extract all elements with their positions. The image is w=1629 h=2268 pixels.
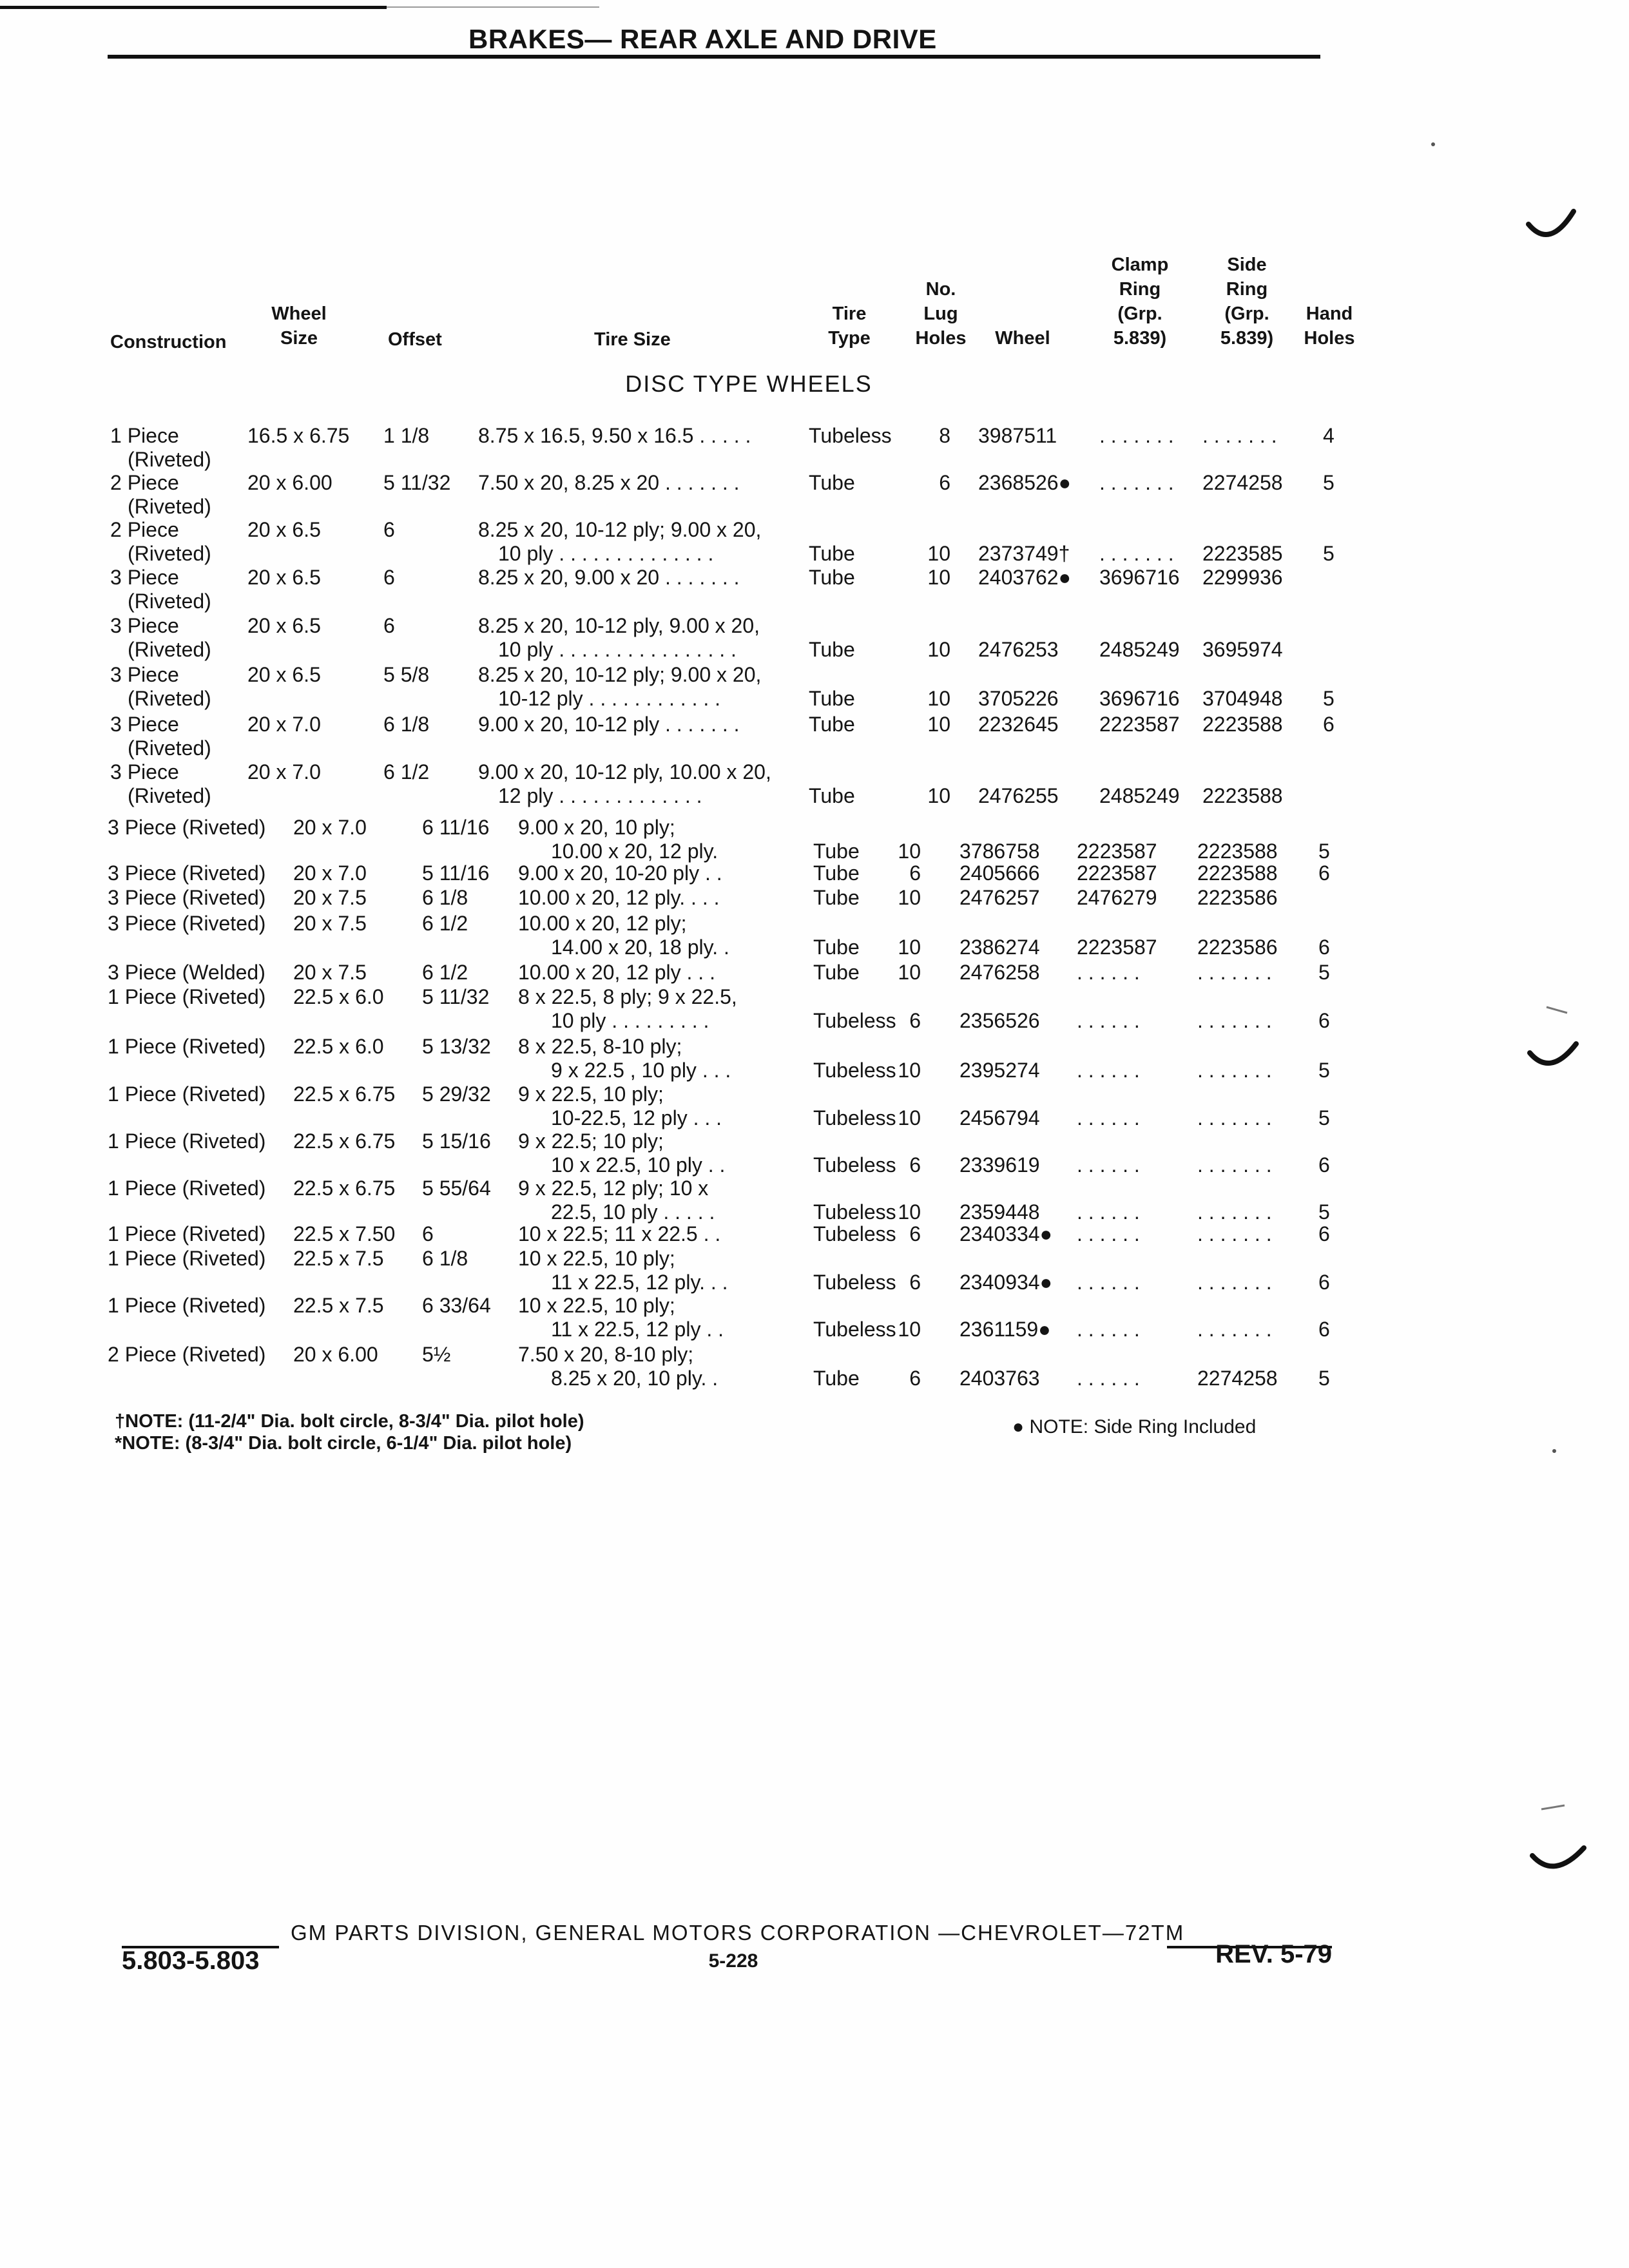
hand-holes: 5 bbox=[1323, 687, 1335, 710]
wheel-part-number: 2373749† bbox=[978, 542, 1070, 565]
tire-size: 9.00 x 20, 10 ply; bbox=[518, 816, 675, 839]
construction-label: (Riveted) bbox=[128, 590, 211, 613]
column-header-line: Type bbox=[828, 328, 871, 349]
wheel-part-number: 2340934● bbox=[959, 1271, 1052, 1294]
offset: 1 1/8 bbox=[383, 424, 430, 447]
wheel-size: 20 x 7.5 bbox=[293, 961, 367, 984]
tire-type: Tubeless bbox=[813, 1106, 896, 1129]
wheel-size: 16.5 x 6.75 bbox=[247, 424, 350, 447]
clamp-ring-part-number: . . . . . . bbox=[1077, 1106, 1140, 1129]
tire-type: Tube bbox=[809, 542, 855, 565]
clamp-ring-part-number: 2223587 bbox=[1077, 840, 1157, 863]
tire-size: 11 x 22.5, 12 ply . . bbox=[551, 1318, 724, 1341]
scan-speck bbox=[1547, 1007, 1567, 1013]
wheel-part-number: 2386274 bbox=[959, 936, 1040, 959]
hand-holes: 6 bbox=[1318, 1318, 1330, 1341]
tire-size: 9 x 22.5 , 10 ply . . . bbox=[551, 1059, 731, 1082]
tire-type: Tube bbox=[809, 471, 855, 494]
lug-holes: 10 bbox=[898, 1318, 921, 1341]
punch-hole-shadow bbox=[1528, 211, 1574, 235]
clamp-ring-part-number: . . . . . . bbox=[1077, 1200, 1140, 1224]
wheel-size: 22.5 x 7.5 bbox=[293, 1294, 384, 1317]
wheel-size: 20 x 7.0 bbox=[293, 816, 367, 839]
side-ring-part-number: . . . . . . . bbox=[1197, 1318, 1272, 1341]
construction-label: 1 Piece (Riveted) bbox=[108, 1247, 266, 1270]
footer-publisher: GM PARTS DIVISION, GENERAL MOTORS CORPORATION —CHEVROLET—72TM bbox=[291, 1921, 1185, 1945]
wheel-part-number: 2356526 bbox=[959, 1009, 1040, 1032]
offset: 5 13/32 bbox=[422, 1035, 491, 1058]
side-ring-part-number: . . . . . . . bbox=[1197, 1106, 1272, 1129]
tire-size: 7.50 x 20, 8.25 x 20 . . . . . . . bbox=[478, 471, 740, 494]
construction-label: (Riveted) bbox=[128, 687, 211, 710]
column-header-line: Construction bbox=[110, 332, 227, 352]
wheel-part-number: 2405666 bbox=[959, 861, 1040, 885]
wheel-part-number: 3786758 bbox=[959, 840, 1040, 863]
tire-size: 9.00 x 20, 10-12 ply . . . . . . . bbox=[478, 713, 740, 736]
tire-size: 10.00 x 20, 12 ply . . . bbox=[518, 961, 715, 984]
hand-holes: 6 bbox=[1318, 1009, 1330, 1032]
construction-label: 1 Piece bbox=[110, 424, 179, 447]
side-ring-part-number: . . . . . . . bbox=[1202, 424, 1277, 447]
wheel-size: 20 x 7.0 bbox=[247, 760, 321, 783]
construction-label: 1 Piece (Riveted) bbox=[108, 1294, 266, 1317]
tire-size: 10 ply . . . . . . . . . . . . . . . . bbox=[498, 638, 737, 661]
construction-label: (Riveted) bbox=[128, 495, 211, 518]
offset: 5 5/8 bbox=[383, 663, 430, 686]
construction-label: 3 Piece (Riveted) bbox=[108, 816, 266, 839]
construction-label: 1 Piece (Riveted) bbox=[108, 985, 266, 1008]
column-header-hand-holes bbox=[1287, 302, 1371, 351]
clamp-ring-part-number: . . . . . . . bbox=[1099, 542, 1174, 565]
wheel-size: 22.5 x 6.0 bbox=[293, 1035, 384, 1058]
column-header-line: Hand bbox=[1306, 303, 1353, 324]
footer-revision: REV. 5-79 bbox=[1215, 1940, 1332, 1968]
tire-size: 8.25 x 20, 10-12 ply; 9.00 x 20, bbox=[478, 663, 762, 686]
column-header-line: Side bbox=[1227, 255, 1267, 275]
construction-label: 2 Piece (Riveted) bbox=[108, 1343, 266, 1366]
column-header-line: Wheel bbox=[271, 303, 327, 324]
construction-label: 1 Piece (Riveted) bbox=[108, 1222, 266, 1245]
tire-type: Tubeless bbox=[813, 1153, 896, 1177]
hand-holes: 5 bbox=[1318, 1200, 1330, 1224]
wheel-part-number: 2361159● bbox=[959, 1318, 1051, 1341]
column-header-tire-type bbox=[798, 302, 901, 351]
clamp-ring-part-number: 3696716 bbox=[1099, 687, 1180, 710]
tire-type: Tube bbox=[809, 566, 855, 589]
wheel-part-number: 2476257 bbox=[959, 886, 1040, 909]
wheel-part-number: 2476258 bbox=[959, 961, 1040, 984]
offset: 5 15/16 bbox=[422, 1129, 491, 1153]
tire-size: 9.00 x 20, 10-20 ply . . bbox=[518, 861, 722, 885]
tire-type: Tube bbox=[809, 687, 855, 710]
wheel-part-number: 2359448 bbox=[959, 1200, 1040, 1224]
tire-size: 10-12 ply . . . . . . . . . . . . bbox=[498, 687, 721, 710]
tire-type: Tubeless bbox=[813, 1271, 896, 1294]
column-header-line: Holes bbox=[1304, 328, 1355, 349]
column-header-line: Tire Size bbox=[594, 329, 671, 350]
wheel-size: 20 x 6.00 bbox=[293, 1343, 378, 1366]
tire-type: Tube bbox=[809, 638, 855, 661]
wheel-size: 20 x 6.5 bbox=[247, 566, 321, 589]
offset: 6 1/8 bbox=[422, 1247, 468, 1270]
construction-label: 3 Piece (Riveted) bbox=[108, 912, 266, 935]
side-ring-part-number: 3704948 bbox=[1202, 687, 1283, 710]
construction-label: 3 Piece (Welded) bbox=[108, 961, 265, 984]
page-title: BRAKES— REAR AXLE AND DRIVE bbox=[468, 24, 937, 54]
hand-holes: 5 bbox=[1318, 1106, 1330, 1129]
tire-size: 8.25 x 20, 10-12 ply; 9.00 x 20, bbox=[478, 518, 762, 541]
hand-holes: 5 bbox=[1323, 542, 1335, 565]
construction-label: 1 Piece (Riveted) bbox=[108, 1177, 266, 1200]
offset: 6 1/2 bbox=[422, 912, 468, 935]
construction-label: 1 Piece (Riveted) bbox=[108, 1129, 266, 1153]
wheel-part-number: 2395274 bbox=[959, 1059, 1040, 1082]
construction-label: (Riveted) bbox=[128, 736, 211, 760]
column-header-line: No. bbox=[925, 279, 956, 300]
column-header-line: Ring bbox=[1226, 279, 1268, 300]
side-ring-part-number: . . . . . . . bbox=[1197, 1271, 1272, 1294]
tire-type: Tube bbox=[813, 1367, 860, 1390]
clamp-ring-part-number: . . . . . . bbox=[1077, 1222, 1140, 1245]
column-header-tire-size bbox=[594, 327, 671, 352]
wheel-part-number: 2368526● bbox=[978, 471, 1071, 494]
column-header-construction bbox=[110, 330, 226, 354]
side-ring-part-number: 2274258 bbox=[1202, 471, 1283, 494]
scan-speck bbox=[1431, 142, 1435, 146]
tire-type: Tubeless bbox=[809, 424, 892, 447]
hand-holes: 6 bbox=[1318, 861, 1330, 885]
construction-label: (Riveted) bbox=[128, 448, 211, 471]
column-header-line: Offset bbox=[388, 329, 442, 350]
tire-type: Tube bbox=[813, 886, 860, 909]
tire-size: 12 ply . . . . . . . . . . . . . bbox=[498, 784, 702, 807]
offset: 5 11/16 bbox=[422, 861, 490, 885]
top-edge-line-faint bbox=[387, 6, 599, 8]
lug-holes: 10 bbox=[927, 638, 950, 661]
tire-type: Tube bbox=[813, 936, 860, 959]
lug-holes: 10 bbox=[898, 961, 921, 984]
side-ring-part-number: 2223588 bbox=[1197, 840, 1278, 863]
clamp-ring-part-number: . . . . . . . bbox=[1099, 471, 1174, 494]
construction-label: 3 Piece (Riveted) bbox=[108, 861, 266, 885]
tire-size: 11 x 22.5, 12 ply. . . bbox=[551, 1271, 728, 1294]
wheel-size: 22.5 x 6.75 bbox=[293, 1082, 396, 1106]
column-header-line: (Grp. bbox=[1224, 303, 1269, 324]
lug-holes: 6 bbox=[909, 1222, 921, 1245]
tire-size: 9 x 22.5, 12 ply; 10 x bbox=[518, 1177, 709, 1200]
tire-size: 10 x 22.5, 10 ply; bbox=[518, 1247, 675, 1270]
footer-section-number: 5.803-5.803 bbox=[122, 1946, 260, 1975]
tire-size: 8.25 x 20, 10-12 ply, 9.00 x 20, bbox=[478, 614, 760, 637]
construction-label: 1 Piece (Riveted) bbox=[108, 1035, 266, 1058]
clamp-ring-part-number: 2485249 bbox=[1099, 784, 1180, 807]
wheel-part-number: 2476255 bbox=[978, 784, 1059, 807]
offset: 6 bbox=[383, 566, 395, 589]
construction-label: 3 Piece bbox=[110, 566, 179, 589]
lug-holes: 6 bbox=[939, 471, 950, 494]
hand-holes: 6 bbox=[1318, 936, 1330, 959]
wheel-size: 20 x 7.5 bbox=[293, 886, 367, 909]
lug-holes: 6 bbox=[909, 1271, 921, 1294]
side-ring-part-number: . . . . . . . bbox=[1197, 1200, 1272, 1224]
lug-holes: 6 bbox=[909, 1153, 921, 1177]
tire-type: Tube bbox=[813, 961, 860, 984]
tire-size: 10 x 22.5, 10 ply . . bbox=[551, 1153, 726, 1177]
note-dagger: †NOTE: (11-2/4" Dia. bolt circle, 8-3/4" Dia. pilot hole) bbox=[115, 1411, 584, 1432]
wheel-size: 20 x 6.5 bbox=[247, 518, 321, 541]
offset: 6 1/8 bbox=[383, 713, 430, 736]
side-ring-part-number: . . . . . . . bbox=[1197, 1009, 1272, 1032]
wheel-part-number: 2403762● bbox=[978, 566, 1071, 589]
column-header-line: Tire bbox=[832, 303, 867, 324]
clamp-ring-part-number: . . . . . . bbox=[1077, 961, 1140, 984]
punch-hole-shadow bbox=[1530, 1044, 1576, 1063]
lug-holes: 10 bbox=[898, 1106, 921, 1129]
lug-holes: 6 bbox=[909, 1009, 921, 1032]
side-ring-part-number: 2223588 bbox=[1202, 784, 1283, 807]
hand-holes: 5 bbox=[1323, 471, 1335, 494]
offset: 5 11/32 bbox=[383, 471, 451, 494]
offset: 5 55/64 bbox=[422, 1177, 491, 1200]
lug-holes: 6 bbox=[909, 1367, 921, 1390]
tire-size: 22.5, 10 ply . . . . . bbox=[551, 1200, 715, 1224]
offset: 6 1/2 bbox=[422, 961, 468, 984]
column-header-wheel bbox=[971, 326, 1074, 351]
tire-size: 14.00 x 20, 18 ply. . bbox=[551, 936, 729, 959]
note-side-ring: ● NOTE: Side Ring Included bbox=[1012, 1416, 1257, 1437]
tire-size: 8.75 x 16.5, 9.50 x 16.5 . . . . . bbox=[478, 424, 751, 447]
clamp-ring-part-number: 2476279 bbox=[1077, 886, 1157, 909]
tire-size: 10 x 22.5, 10 ply; bbox=[518, 1294, 675, 1317]
lug-holes: 6 bbox=[909, 861, 921, 885]
tire-type: Tubeless bbox=[813, 1318, 896, 1341]
construction-label: (Riveted) bbox=[128, 784, 211, 807]
wheel-size: 22.5 x 6.75 bbox=[293, 1129, 396, 1153]
tire-type: Tube bbox=[813, 861, 860, 885]
construction-label: 2 Piece bbox=[110, 518, 179, 541]
side-ring-part-number: 2223585 bbox=[1202, 542, 1283, 565]
column-header-offset bbox=[388, 327, 442, 352]
column-header-line: Ring bbox=[1119, 279, 1161, 300]
note-asterisk: *NOTE: (8-3/4" Dia. bolt circle, 6-1/4" Dia. pilot hole) bbox=[115, 1433, 572, 1454]
hand-holes: 5 bbox=[1318, 1367, 1330, 1390]
side-ring-part-number: 2274258 bbox=[1197, 1367, 1278, 1390]
wheel-part-number: 2476253 bbox=[978, 638, 1059, 661]
wheel-part-number: 3705226 bbox=[978, 687, 1059, 710]
side-ring-part-number: 3695974 bbox=[1202, 638, 1283, 661]
column-header-line: Wheel bbox=[995, 328, 1050, 349]
column-header-wheel-size bbox=[235, 302, 363, 351]
tire-type: Tube bbox=[809, 713, 855, 736]
construction-label: (Riveted) bbox=[128, 542, 211, 565]
hand-holes: 6 bbox=[1318, 1153, 1330, 1177]
wheel-part-number: 2403763 bbox=[959, 1367, 1040, 1390]
tire-size: 10.00 x 20, 12 ply. . . . bbox=[518, 886, 720, 909]
title-rule bbox=[108, 55, 1320, 59]
tire-size: 9.00 x 20, 10-12 ply, 10.00 x 20, bbox=[478, 760, 771, 783]
wheel-size: 20 x 6.5 bbox=[247, 663, 321, 686]
offset: 5 29/32 bbox=[422, 1082, 491, 1106]
scan-speck bbox=[1552, 1449, 1556, 1453]
construction-label: (Riveted) bbox=[128, 638, 211, 661]
side-ring-part-number: 2223588 bbox=[1202, 713, 1283, 736]
column-header-line: Lug bbox=[923, 303, 958, 324]
lug-holes: 10 bbox=[898, 1059, 921, 1082]
wheel-size: 22.5 x 6.75 bbox=[293, 1177, 396, 1200]
column-header-line: Holes bbox=[915, 328, 967, 349]
lug-holes: 10 bbox=[898, 936, 921, 959]
lug-holes: 10 bbox=[927, 784, 950, 807]
lug-holes: 10 bbox=[927, 566, 950, 589]
tire-size: 8.25 x 20, 10 ply. . bbox=[551, 1367, 718, 1390]
tire-type: Tubeless bbox=[813, 1200, 896, 1224]
tire-type: Tube bbox=[809, 784, 855, 807]
hand-holes: 5 bbox=[1318, 961, 1330, 984]
construction-label: 3 Piece (Riveted) bbox=[108, 886, 266, 909]
clamp-ring-part-number: . . . . . . bbox=[1077, 1318, 1140, 1341]
construction-label: 3 Piece bbox=[110, 614, 179, 637]
tire-size: 8.25 x 20, 9.00 x 20 . . . . . . . bbox=[478, 566, 740, 589]
side-ring-part-number: 2223586 bbox=[1197, 936, 1278, 959]
offset: 6 bbox=[422, 1222, 434, 1245]
construction-label: 2 Piece bbox=[110, 471, 179, 494]
wheel-size: 22.5 x 6.0 bbox=[293, 985, 384, 1008]
offset: 5 11/32 bbox=[422, 985, 490, 1008]
top-edge-line bbox=[0, 6, 387, 9]
tire-size: 10.00 x 20, 12 ply; bbox=[518, 912, 687, 935]
tire-type: Tubeless bbox=[813, 1009, 896, 1032]
side-ring-part-number: . . . . . . . bbox=[1197, 1153, 1272, 1177]
hand-holes: 6 bbox=[1318, 1222, 1330, 1245]
clamp-ring-part-number: 2485249 bbox=[1099, 638, 1180, 661]
side-ring-part-number: 2299936 bbox=[1202, 566, 1283, 589]
tire-type: Tubeless bbox=[813, 1059, 896, 1082]
wheel-size: 20 x 7.5 bbox=[293, 912, 367, 935]
lug-holes: 10 bbox=[927, 713, 950, 736]
construction-label: 3 Piece bbox=[110, 663, 179, 686]
column-header-line: 5.839) bbox=[1113, 328, 1167, 349]
column-header-line: Size bbox=[280, 328, 318, 349]
clamp-ring-part-number: . . . . . . . bbox=[1099, 424, 1174, 447]
side-ring-part-number: . . . . . . . bbox=[1197, 961, 1272, 984]
wheel-size: 20 x 7.0 bbox=[293, 861, 367, 885]
clamp-ring-part-number: 2223587 bbox=[1077, 861, 1157, 885]
offset: 6 11/16 bbox=[422, 816, 490, 839]
tire-size: 9 x 22.5, 10 ply; bbox=[518, 1082, 664, 1106]
tire-size: 10.00 x 20, 12 ply. bbox=[551, 840, 718, 863]
column-header-line: 5.839) bbox=[1220, 328, 1274, 349]
tire-size: 10 x 22.5; 11 x 22.5 . . bbox=[518, 1222, 721, 1245]
clamp-ring-part-number: . . . . . . bbox=[1077, 1059, 1140, 1082]
side-ring-part-number: . . . . . . . bbox=[1197, 1059, 1272, 1082]
wheel-part-number: 2232645 bbox=[978, 713, 1059, 736]
tire-size: 8 x 22.5, 8-10 ply; bbox=[518, 1035, 682, 1058]
clamp-ring-part-number: 2223587 bbox=[1077, 936, 1157, 959]
offset: 6 1/2 bbox=[383, 760, 430, 783]
side-ring-part-number: 2223586 bbox=[1197, 886, 1278, 909]
column-header-clamp-ring bbox=[1075, 253, 1204, 351]
punch-hole-shadow bbox=[1532, 1848, 1584, 1866]
clamp-ring-part-number: 2223587 bbox=[1099, 713, 1180, 736]
wheel-part-number: 2456794 bbox=[959, 1106, 1040, 1129]
offset: 6 1/8 bbox=[422, 886, 468, 909]
lug-holes: 10 bbox=[898, 1200, 921, 1224]
construction-label: 3 Piece bbox=[110, 713, 179, 736]
hand-holes: 5 bbox=[1318, 1059, 1330, 1082]
clamp-ring-part-number: . . . . . . bbox=[1077, 1271, 1140, 1294]
wheel-size: 22.5 x 7.5 bbox=[293, 1247, 384, 1270]
tire-size: 10 ply . . . . . . . . . bbox=[551, 1009, 709, 1032]
tire-size: 9 x 22.5; 10 ply; bbox=[518, 1129, 664, 1153]
clamp-ring-part-number: . . . . . . bbox=[1077, 1009, 1140, 1032]
wheel-part-number: 2340334● bbox=[959, 1222, 1052, 1245]
wheel-size: 20 x 7.0 bbox=[247, 713, 321, 736]
hand-holes: 6 bbox=[1323, 713, 1335, 736]
section-title: DISC TYPE WHEELS bbox=[625, 370, 872, 397]
tire-size: 10-22.5, 12 ply . . . bbox=[551, 1106, 722, 1129]
lug-holes: 10 bbox=[927, 687, 950, 710]
lug-holes: 8 bbox=[939, 424, 950, 447]
construction-label: 1 Piece (Riveted) bbox=[108, 1082, 266, 1106]
side-ring-part-number: . . . . . . . bbox=[1197, 1222, 1272, 1245]
wheel-part-number: 2339619 bbox=[959, 1153, 1040, 1177]
wheel-part-number: 3987511 bbox=[978, 424, 1057, 447]
hand-holes: 6 bbox=[1318, 1271, 1330, 1294]
offset: 5½ bbox=[422, 1343, 451, 1366]
tire-size: 7.50 x 20, 8-10 ply; bbox=[518, 1343, 694, 1366]
column-header-line: (Grp. bbox=[1117, 303, 1162, 324]
tire-type: Tube bbox=[813, 840, 860, 863]
offset: 6 bbox=[383, 518, 395, 541]
footer-page-number: 5-228 bbox=[708, 1950, 758, 1972]
clamp-ring-part-number: 3696716 bbox=[1099, 566, 1180, 589]
offset: 6 33/64 bbox=[422, 1294, 491, 1317]
lug-holes: 10 bbox=[898, 886, 921, 909]
tire-size: 10 ply . . . . . . . . . . . . . . bbox=[498, 542, 714, 565]
hand-holes: 5 bbox=[1318, 840, 1330, 863]
tire-size: 8 x 22.5, 8 ply; 9 x 22.5, bbox=[518, 985, 737, 1008]
offset: 6 bbox=[383, 614, 395, 637]
wheel-size: 22.5 x 7.50 bbox=[293, 1222, 396, 1245]
hand-holes: 4 bbox=[1323, 424, 1335, 447]
wheel-size: 20 x 6.5 bbox=[247, 614, 321, 637]
side-ring-part-number: 2223588 bbox=[1197, 861, 1278, 885]
tire-type: Tubeless bbox=[813, 1222, 896, 1245]
wheel-size: 20 x 6.00 bbox=[247, 471, 333, 494]
clamp-ring-part-number: . . . . . . bbox=[1077, 1153, 1140, 1177]
lug-holes: 10 bbox=[898, 840, 921, 863]
clamp-ring-part-number: . . . . . . bbox=[1077, 1367, 1140, 1390]
construction-label: 3 Piece bbox=[110, 760, 179, 783]
lug-holes: 10 bbox=[927, 542, 950, 565]
scan-speck bbox=[1541, 1805, 1565, 1809]
column-header-line: Clamp bbox=[1111, 255, 1169, 275]
